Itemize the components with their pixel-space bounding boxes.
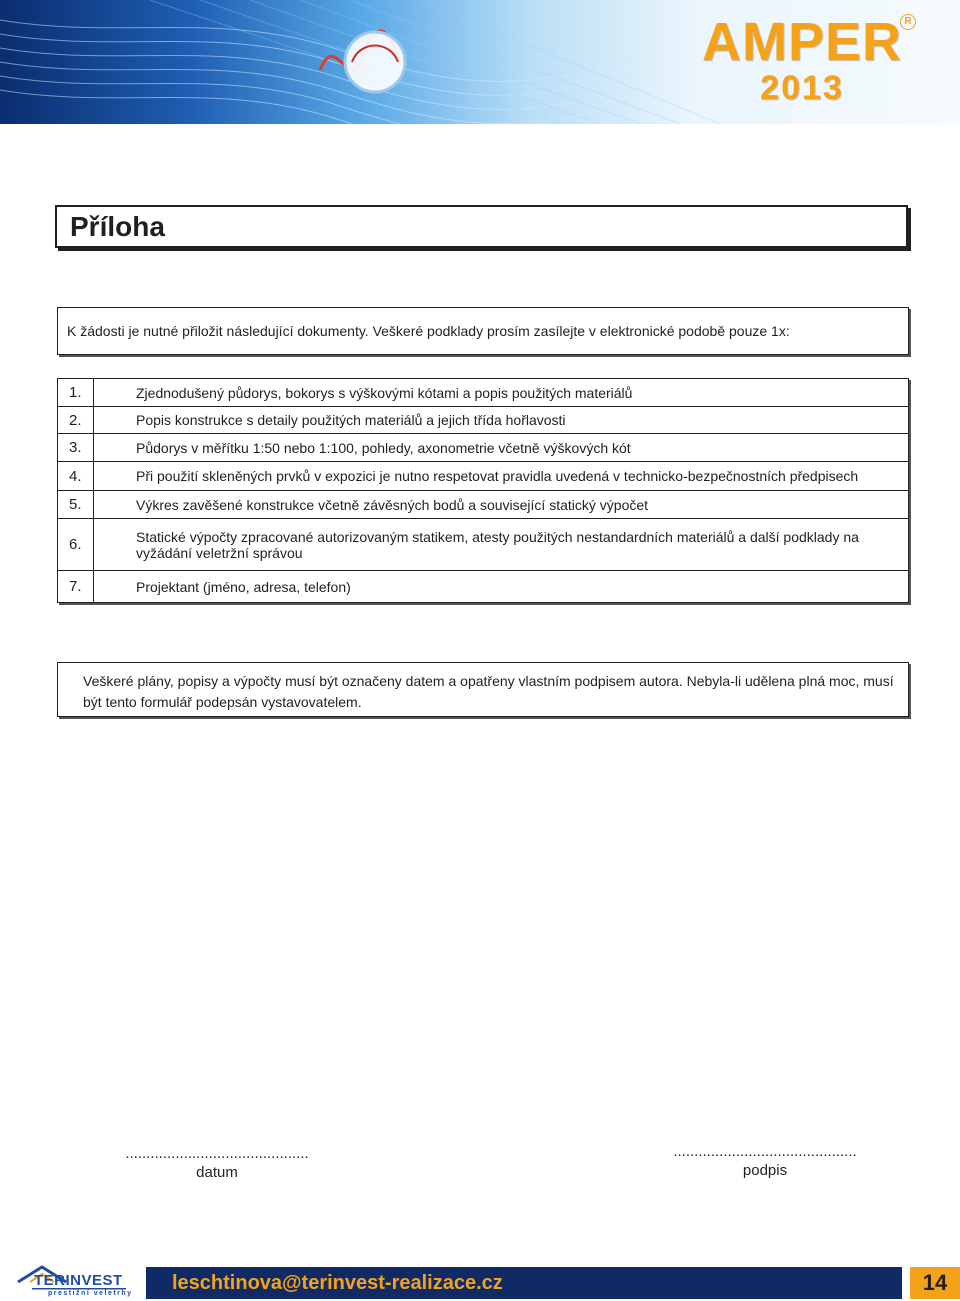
signature-field[interactable]	[665, 1144, 865, 1179]
table-row	[58, 462, 908, 491]
page-title: Příloha	[70, 210, 165, 242]
table-row	[58, 407, 908, 434]
row-text: Projektant (jméno, adresa, telefon)	[136, 578, 351, 595]
registered-mark: R	[900, 14, 916, 30]
row-text: Zjednodušený půdorys, bokorys s výškovými kótami a popis použitých materiálů	[136, 384, 633, 401]
row-text: Při použití skleněných prvků v expozici je nutno respetovat pravidla uvedená v technicko-bezpečnostních předpisech	[136, 468, 859, 484]
row-text: Půdorys v měřítku 1:50 nebo 1:100, pohledy, axonometrie včetně výškových kót	[136, 439, 631, 456]
signature-label: podpis	[742, 1162, 788, 1179]
date-line: ............................................	[125, 1145, 309, 1162]
note-box	[57, 662, 909, 717]
table-row	[58, 519, 908, 571]
documents-table	[57, 378, 909, 603]
row-number: 3.	[58, 434, 94, 461]
signature-line: ............................................	[673, 1143, 857, 1160]
table-row	[58, 434, 908, 462]
intro-text: K žádosti je nutné přiložit následující dokumenty. Veškeré podklady prosím zasílejte v elektronické podobě pouze 1x:	[67, 323, 790, 339]
logo-tagline: prestižní veletrhy	[48, 1290, 133, 1297]
row-text: Výkres zavěšené konstrukce včetně závěsných bodů a související statický výpočet	[136, 496, 649, 513]
row-text: Popis konstrukce s detaily použitých materiálů a jejich třída hořlavosti	[136, 412, 566, 428]
logo-word: TERINVEST	[34, 1272, 123, 1289]
table-row	[58, 379, 908, 407]
brand-name: AMPER	[701, 12, 902, 72]
intro-box	[57, 307, 909, 355]
date-label: datum	[196, 1164, 238, 1181]
terinvest-logo	[16, 1264, 136, 1300]
brand-year: 2013	[760, 69, 844, 107]
note-text: Veškeré plány, popisy a výpočty musí být označeny datem a opatřeny vlastním podpisem autora. Nebyla-li udělena plná moc, musí být tento formulář podepsán vystavovatelem.	[83, 673, 894, 710]
row-text: Statické výpočty zpracované autorizovaným statikem, atesty použitých nestandardních materiálů a další podklady na vyžádání veletržní správou	[136, 528, 859, 561]
section-title-box	[55, 205, 908, 248]
row-number: 5.	[58, 491, 94, 518]
header-banner	[0, 0, 960, 124]
table-row	[58, 491, 908, 519]
date-signature-field[interactable]	[118, 1146, 316, 1181]
footer	[0, 1262, 960, 1301]
contact-email-bar	[146, 1267, 902, 1299]
page-number: 14	[910, 1267, 960, 1299]
brand-logo	[702, 14, 902, 106]
row-number: 4.	[58, 462, 94, 490]
contact-email-link[interactable]: leschtinova@terinvest-realizace.cz	[172, 1271, 503, 1294]
row-number: 6.	[58, 519, 94, 570]
row-number: 2.	[58, 407, 94, 433]
table-row	[58, 571, 908, 602]
row-number: 1.	[58, 379, 94, 406]
row-number: 7.	[58, 571, 94, 602]
